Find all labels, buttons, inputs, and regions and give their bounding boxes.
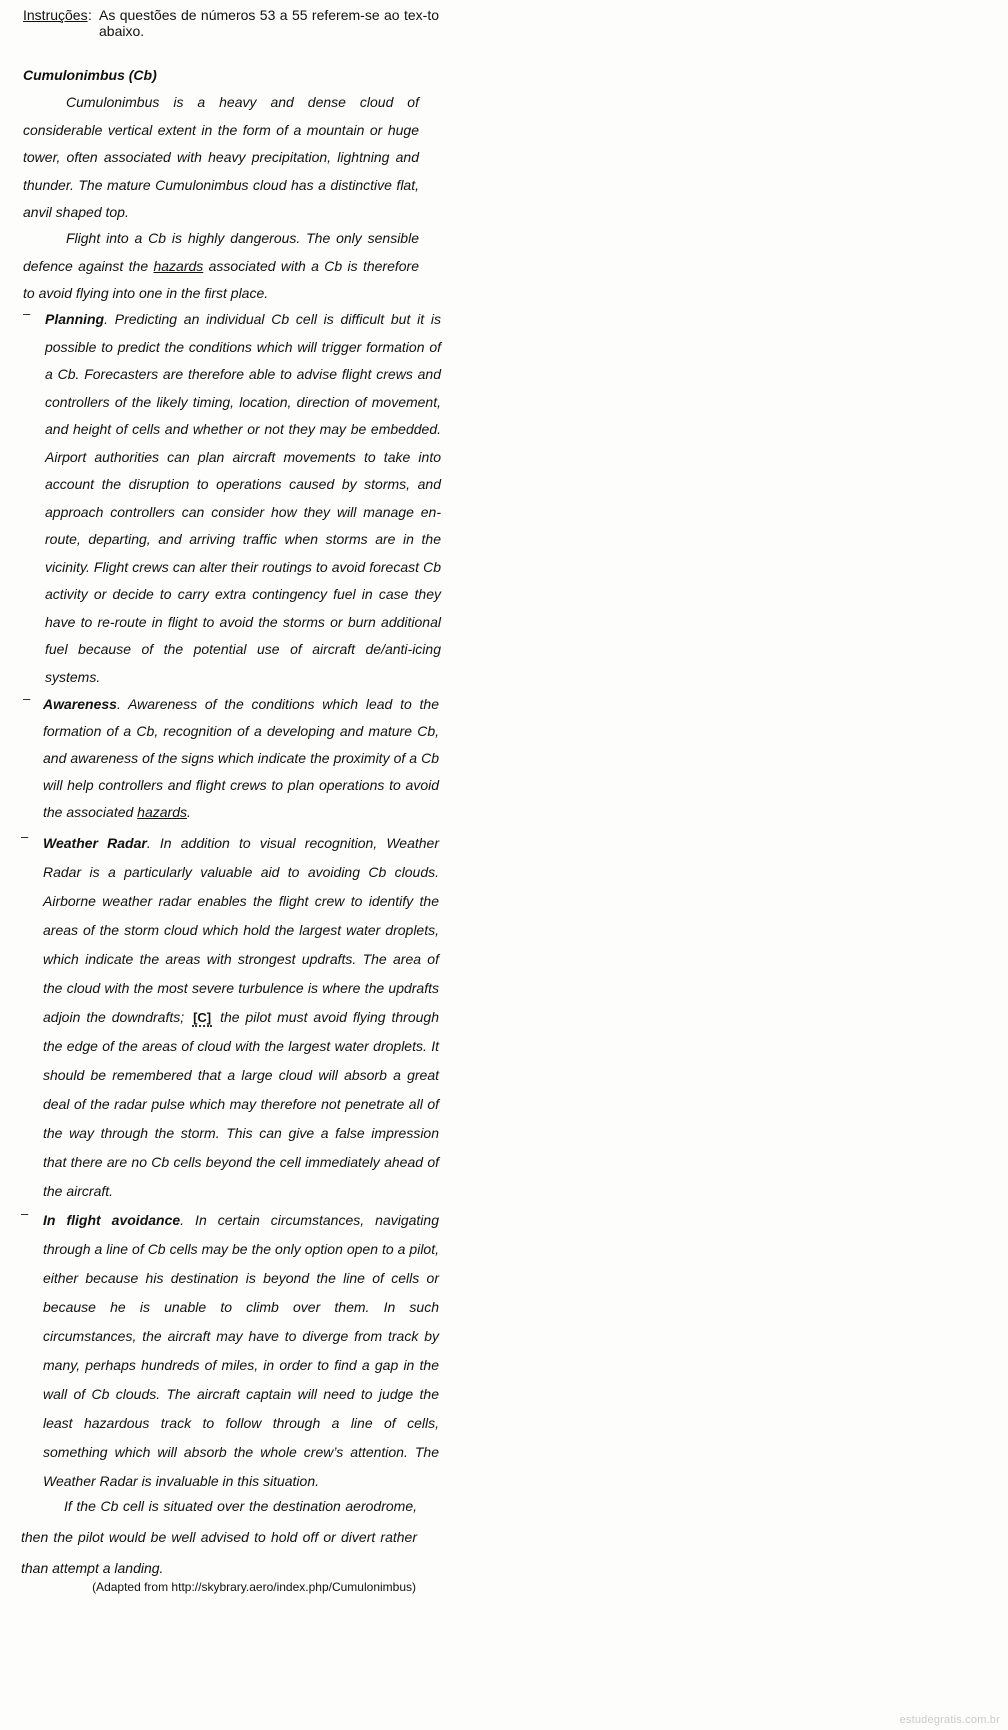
paragraph-intro: Cumulonimbus is a heavy and dense cloud of considerable vertical extent in the form of a mountain or huge tower, often associated with heavy precipitation, lightning and thunder. The mature Cumulonimbus cloud has a distinctive flat, anvil shaped top. (23, 94, 419, 220)
bullet-planning-lead: Planning (45, 311, 105, 327)
bullet-in-flight-avoidance-lead: In flight avoidance (43, 1212, 181, 1228)
bullet-in-flight-avoidance-text (43, 1206, 439, 1496)
bullet-awareness-lead: Awareness (43, 696, 117, 712)
site-watermark: estudegratis.com.br (899, 1714, 1000, 1726)
instructions-text: As questões de números 53 a 55 referem-se ao tex-to abaixo. (99, 7, 439, 39)
hazards-underlined-word: hazards (153, 257, 204, 274)
bullet-awareness-body: . Awareness of the conditions which lead to the formation of a Cb, recognition of a developing and mature Cb, and awareness of the signs which indicate the proximity of a Cb will help controllers and flight crews to plan operations to avoid the associated (43, 696, 439, 820)
bullet-in-flight-avoidance-body: . In certain circumstances, navigating through a line of Cb cells may be the only option open to a pilot, either because his destination is beyond the line of cells or because he is unable to climb over them. In such circumstances, the aircraft may have to diverge from track by many, perhaps hundreds of miles, in order to find a gap in the wall of Cb clouds. The aircraft captain will need to judge the least hazardous track to follow through a line of cells, something which will absorb the whole crew’s attention. The Weather Radar is invaluable in this situation. (43, 1212, 439, 1489)
instructions-colon: : (88, 7, 92, 23)
instructions-label: Instruções (23, 7, 88, 23)
bullet-weather-radar-body-start: . In addition to visual recognition, Weather Radar is a particularly valuable aid to avoiding Cb clouds. Airborne weather radar enables the flight crew to identify the areas of the storm cloud which hold the largest water droplets, which indicate the areas with strongest updrafts. The area of the cloud with the most severe turbulence is where the updrafts adjoin the downdrafts; (43, 835, 439, 1025)
hazards-underlined-word: hazards (137, 804, 187, 820)
paragraph-conclusion: If the Cb cell is situated over the destination aerodrome, then the pilot would be well advised to hold off or divert rather than attempt a landing. (21, 1498, 417, 1576)
source-citation: (Adapted from http://skybrary.aero/index.php/Cumulonimbus) (92, 1580, 416, 1594)
text-title: Cumulonimbus (Cb) (23, 67, 157, 83)
bullet-weather-radar-lead: Weather Radar (43, 835, 147, 851)
gap-marker-c: [C] (193, 1010, 212, 1025)
bullet-dash: – (21, 829, 29, 844)
paragraph-defence-end: associated with a Cb is therefore to avoid flying into one in the first place. (23, 257, 419, 301)
bullet-awareness-end: . (186, 804, 191, 820)
paragraph-defence (23, 225, 419, 308)
bullet-weather-radar-body-end: the pilot must avoid flying through the edge of the areas of cloud with the largest water droplets. It should be remembered that a large cloud will absorb a great deal of the radar pulse which may therefore not penetrate all of the way through the storm. This can give a false impression that there are no Cb cells beyond the cell immediately ahead of the aircraft. (43, 1009, 439, 1199)
bullet-planning-body: . Predicting an individual Cb cell is difficult but it is possible to predict the conditions which will trigger formation of a Cb. Forecasters are therefore able to advise flight crews and controllers of the likely timing, location, direction of movement, and height of cells and whether or not they may be embedded. Airport authorities can plan aircraft movements to take into account the disruption to operations caused by storms, and approach controllers can consider how they will manage en-route, departing, and arriving traffic when storms are in the vicinity. Flight crews can alter their routings to avoid forecast Cb activity or decide to carry extra contingency fuel in case they have to re-route in flight to avoid the storms or burn additional fuel because of the potential use of aircraft de/anti-icing systems. (45, 311, 441, 685)
bullet-weather-radar-text (43, 829, 439, 1206)
bullet-dash: – (23, 691, 31, 706)
bullet-awareness-text (43, 691, 439, 826)
bullet-dash: – (21, 1206, 29, 1221)
bullet-planning-text (45, 306, 441, 691)
bullet-dash: – (23, 306, 31, 321)
paragraph-defence-start: Flight into a Cb is highly dangerous. The only sensible defence against the (23, 230, 419, 274)
